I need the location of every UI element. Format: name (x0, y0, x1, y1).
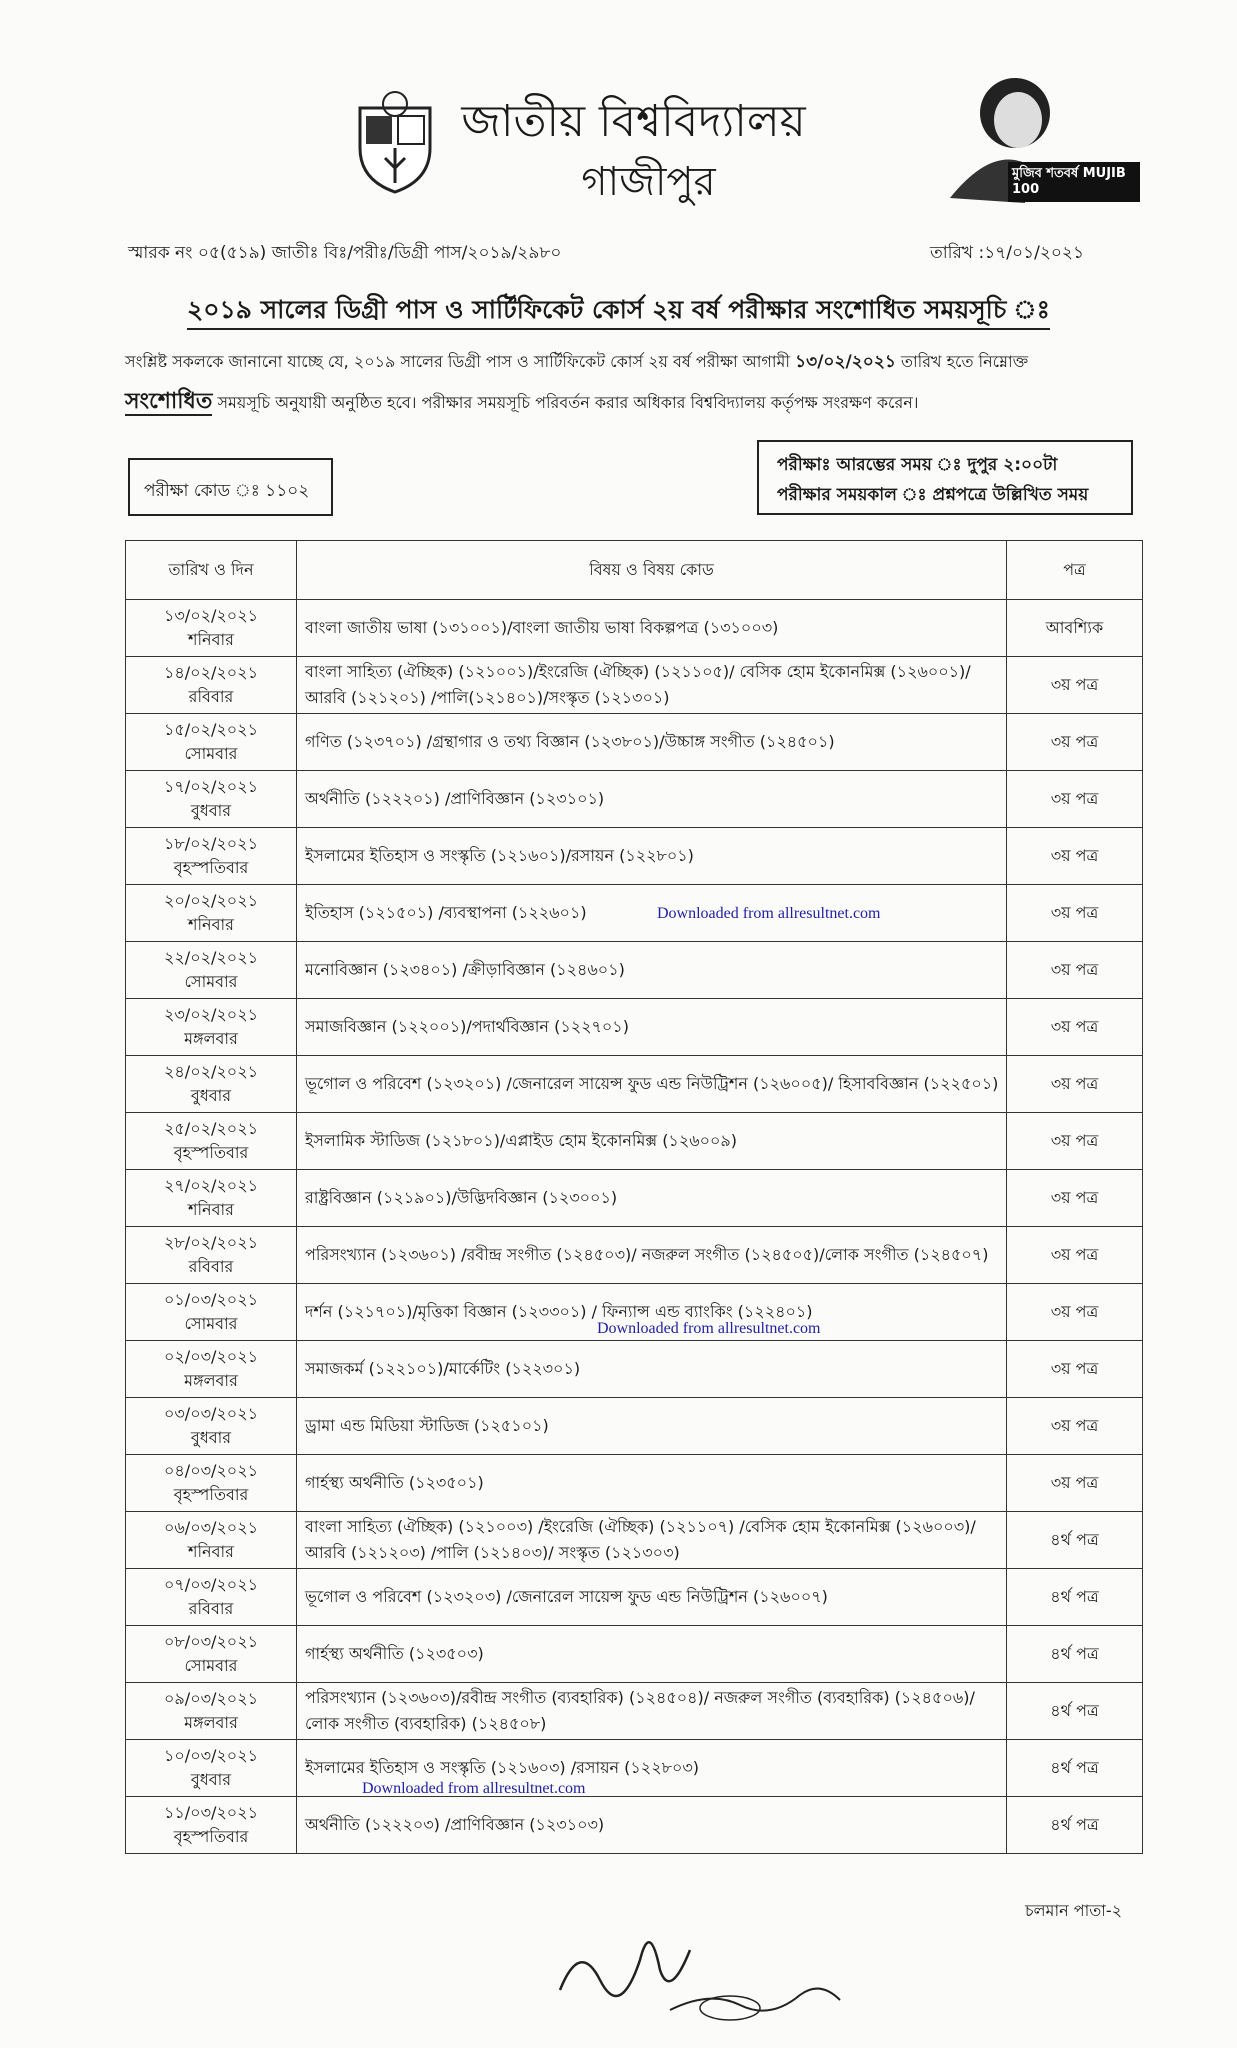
exam-date: ১০/০৩/২০২১ (164, 1746, 258, 1765)
exam-day: শনিবার (188, 1542, 234, 1561)
date-cell (126, 885, 297, 942)
table-row (126, 1170, 1143, 1227)
subject-cell: বাংলা সাহিত্য (ঐচ্ছিক) (১২১০০৩) /ইংরেজি (ঐচ্ছিক) (১২১১০৭) /বেসিক হোম ইকোনমিক্স (১২৬০০৩)/ আরবি (১২১২০৩) /পালি (১২১৪০৩)/ সংস্কৃত (১২১৩০৩) (297, 1512, 1007, 1569)
exam-start-time: পরীক্ষাঃ আরম্ভের সময় ঃ দুপুর ২:০০টা (777, 455, 1058, 475)
paper-cell: ৩য় পত্র (1007, 999, 1143, 1056)
paper-cell: ৪র্থ পত্র (1007, 1740, 1143, 1797)
subject-cell: ভূগোল ও পরিবেশ (১২৩২০৩) /জেনারেল সায়েন্স ফুড এন্ড নিউট্রিশন (১২৬০০৭) (297, 1569, 1007, 1626)
table-row (126, 1683, 1143, 1740)
memo-number: স্মারক নং ০৫(৫১৯) জাতীঃ বিঃ/পরীঃ/ডিগ্রী পাস/২০১৯/২৯৮০ (128, 243, 562, 263)
table-row (126, 600, 1143, 657)
paper-cell: ৩য় পত্র (1007, 942, 1143, 999)
mujib-100-logo (950, 68, 1140, 203)
exam-date: ২৮/০২/২০২১ (164, 1233, 258, 1252)
exam-schedule-table (125, 540, 1143, 1854)
date-cell (126, 1284, 297, 1341)
subject-cell: সমাজকর্ম (১২২১০১)/মার্কেটিং (১২২৩০১) (297, 1341, 1007, 1398)
paper-cell: ৩য় পত্র (1007, 1398, 1143, 1455)
subject-cell: সমাজবিজ্ঞান (১২২০০১)/পদার্থবিজ্ঞান (১২২৭০১) (297, 999, 1007, 1056)
subject-cell: পরিসংখ্যান (১২৩৬০৩)/রবীন্দ্র সংগীত (ব্যবহারিক) (১২৪৫০৪)/ নজরুল সংগীত (ব্যবহারিক) (১২৪৫০৬)/লোক সংগীত (ব্যবহারিক) (১২৪৫০৮) (297, 1683, 1007, 1740)
exam-day: বুধবার (190, 1086, 232, 1105)
subject-cell: গণিত (১২৩৭০১) /গ্রন্থাগার ও তথ্য বিজ্ঞান (১২৩৮০১)/উচ্চাঙ্গ সংগীত (১২৪৫০১) (297, 714, 1007, 771)
date-cell (126, 1455, 297, 1512)
heading-text: ২০১৯ সালের ডিগ্রী পাস ও সার্টিফিকেট কোর্স ২য় বর্ষ পরীক্ষার সংশোধিত সময়সূচি ঃ (187, 295, 1050, 330)
memo-date: তারিখ :১৭/০১/২০২১ (930, 243, 1085, 263)
exam-day: বুধবার (190, 1428, 232, 1447)
exam-date: ২৭/০২/২০২১ (164, 1176, 258, 1195)
page-title (0, 290, 1237, 333)
subject-cell: অর্থনীতি (১২২২০৩) /প্রাণিবিজ্ঞান (১২৩১০৩) (297, 1797, 1007, 1854)
table-row (126, 657, 1143, 714)
exam-day: বৃহস্পতিবার (173, 1827, 249, 1846)
exam-day: শনিবার (188, 915, 234, 934)
date-cell (126, 1227, 297, 1284)
intro-text-1: সংশ্লিষ্ট সকলকে জানানো যাচ্ছে যে, ২০১৯ সালের ডিগ্রী পাস ও সার্টিফিকেট কোর্স ২য় বর্ষ পরীক্ষা আগামী (125, 352, 796, 371)
exam-duration: পরীক্ষার সময়কাল ঃ প্রশ্নপত্রে উল্লিখিত সময় (777, 485, 1089, 505)
paper-cell: ৩য় পত্র (1007, 1227, 1143, 1284)
exam-day: বৃহস্পতিবার (173, 1485, 249, 1504)
exam-date: ১৫/০২/২০২১ (164, 720, 258, 739)
date-cell (126, 942, 297, 999)
exam-day: সোমবার (184, 972, 238, 991)
paper-cell: ৩য় পত্র (1007, 657, 1143, 714)
table-row (126, 1284, 1143, 1341)
paper-cell: ৪র্থ পত্র (1007, 1569, 1143, 1626)
exam-date: ০৪/০৩/২০২১ (164, 1461, 258, 1480)
subject-cell: গার্হস্থ্য অর্থনীতি (১২৩৫০৩) (297, 1626, 1007, 1683)
exam-date: ২৫/০২/২০২১ (164, 1119, 258, 1138)
date-cell (126, 1569, 297, 1626)
exam-date: ১৩/০২/২০২১ (164, 606, 258, 625)
exam-day: রবিবার (188, 687, 234, 706)
table-row (126, 1398, 1143, 1455)
date-cell (126, 1512, 297, 1569)
subject-cell: ইসলামিক স্টাডিজ (১২১৮০১)/এপ্লাইড হোম ইকোনমিক্স (১২৬০০৯) (297, 1113, 1007, 1170)
table-row (126, 1341, 1143, 1398)
exam-code-box: পরীক্ষা কোড ঃ ১১০২ (128, 458, 333, 516)
header-subject: বিষয় ও বিষয় কোড (297, 541, 1007, 600)
subject-cell: ইসলামের ইতিহাস ও সংস্কৃতি (১২১৬০৩) /রসায়ন (১২২৮০৩) Downloaded from allresultnet.com (297, 1740, 1007, 1797)
exam-date: ১১/০৩/২০২১ (164, 1803, 258, 1822)
paper-cell: ৩য় পত্র (1007, 1455, 1143, 1512)
continued-note: চলমান পাতা-২ (1025, 1901, 1123, 1920)
paper-cell: ৪র্থ পত্র (1007, 1626, 1143, 1683)
exam-day: বৃহস্পতিবার (173, 1143, 249, 1162)
paper-cell: ৪র্থ পত্র (1007, 1512, 1143, 1569)
exam-day: রবিবার (188, 1257, 234, 1276)
exam-date: ১৮/০২/২০২১ (164, 834, 258, 853)
subject-cell: বাংলা জাতীয় ভাষা (১৩১০০১)/বাংলা জাতীয় ভাষা বিকল্পপত্র (১৩১০০৩) (297, 600, 1007, 657)
table-row (126, 1626, 1143, 1683)
table-row (126, 1056, 1143, 1113)
exam-day: রবিবার (188, 1599, 234, 1618)
subject-cell: পরিসংখ্যান (১২৩৬০১) /রবীন্দ্র সংগীত (১২৪৫০৩)/ নজরুল সংগীত (১২৪৫০৫)/লোক সংগীত (১২৪৫০৭) (297, 1227, 1007, 1284)
date-cell (126, 1113, 297, 1170)
date-cell (126, 771, 297, 828)
date-cell (126, 1797, 297, 1854)
header-date: তারিখ ও দিন (126, 541, 297, 600)
date-cell (126, 657, 297, 714)
exam-day: বৃহস্পতিবার (173, 858, 249, 877)
date-cell (126, 1398, 297, 1455)
table-row (126, 885, 1143, 942)
date-cell (126, 1626, 297, 1683)
table-row (126, 1740, 1143, 1797)
exam-day: শনিবার (188, 630, 234, 649)
signature (540, 1900, 870, 2030)
paper-cell: ৩য় পত্র (1007, 885, 1143, 942)
paper-cell: আবশ্যিক (1007, 600, 1143, 657)
subject-cell: গার্হস্থ্য অর্থনীতি (১২৩৫০১) (297, 1455, 1007, 1512)
date-cell (126, 1740, 297, 1797)
date-cell (126, 1056, 297, 1113)
exam-day: শনিবার (188, 1200, 234, 1219)
table-row (126, 942, 1143, 999)
subject-cell: ইসলামের ইতিহাস ও সংস্কৃতি (১২১৬০১)/রসায়ন (১২২৮০১) (297, 828, 1007, 885)
watermark-text: Downloaded from allresultnet.com (657, 905, 881, 922)
watermark-text: Downloaded from allresultnet.com (597, 1320, 821, 1337)
exam-date: ০৯/০৩/২০২১ (164, 1689, 258, 1708)
mujib-logo-text: মুজিব শতবর্ষ MUJIB 100 (1012, 166, 1126, 197)
table-header-row (126, 541, 1143, 600)
paper-cell: ৩য় পত্র (1007, 1284, 1143, 1341)
table-row (126, 1797, 1143, 1854)
university-name: জাতীয় বিশ্ববিদ্যালয় (461, 96, 806, 147)
subject-cell: ভূগোল ও পরিবেশ (১২৩২০১) /জেনারেল সায়েন্স ফুড এন্ড নিউট্রিশন (১২৬০০৫)/ হিসাববিজ্ঞান (১২২৫০১) (297, 1056, 1007, 1113)
intro-text-3: সময়সূচি অনুযায়ী অনুষ্ঠিত হবে। পরীক্ষার সময়সূচি পরিবর্তন করার অধিকার বিশ্ববিদ্যালয় কর্তৃপক্ষ সংরক্ষণ করেন। (212, 393, 919, 412)
date-cell (126, 999, 297, 1056)
subject-cell: দর্শন (১২১৭০১)/মৃত্তিকা বিজ্ঞান (১২৩৩০১) / ফিন্যান্স এন্ড ব্যাংকিং (১২২৪০১) Downloaded from allresultnet.com (297, 1284, 1007, 1341)
subject-cell: বাংলা সাহিত্য (ঐচ্ছিক) (১২১০০১)/ইংরেজি (ঐচ্ছিক) (১২১১০৫)/ বেসিক হোম ইকোনমিক্স (১২৬০০১)/ আরবি (১২১২০১) /পালি(১২১৪০১)/সংস্কৃত (১২১৩০১) (297, 657, 1007, 714)
intro-emphasis: সংশোধিত (125, 389, 213, 414)
exam-date: ০৭/০৩/২০২১ (164, 1575, 258, 1594)
subject-cell: ইতিহাস (১২১৫০১) /ব্যবস্থাপনা (১২২৬০১) Downloaded from allresultnet.com (297, 885, 1007, 942)
exam-date: ০২/০৩/২০২১ (164, 1347, 258, 1366)
table-row (126, 1455, 1143, 1512)
exam-date: ১৭/০২/২০২১ (164, 777, 258, 796)
intro-text-2: তারিখ হতে নিম্নোক্ত (895, 352, 1029, 371)
intro-paragraph (125, 342, 1145, 423)
exam-day: সোমবার (184, 1314, 238, 1333)
exam-date: ০১/০৩/২০২১ (164, 1290, 258, 1309)
table-row (126, 1512, 1143, 1569)
exam-date: ০৬/০৩/২০২১ (164, 1518, 258, 1537)
table-row (126, 828, 1143, 885)
exam-day: মঙ্গলবার (184, 1029, 238, 1048)
date-cell (126, 714, 297, 771)
date-cell (126, 600, 297, 657)
exam-date: ২২/০২/২০২১ (164, 948, 258, 967)
exam-date: ২৩/০২/২০২১ (164, 1005, 258, 1024)
exam-date: ০৮/০৩/২০২১ (164, 1632, 258, 1651)
subject-cell: মনোবিজ্ঞান (১২৩৪০১) /ক্রীড়াবিজ্ঞান (১২৪৬০১) (297, 942, 1007, 999)
table-row (126, 714, 1143, 771)
paper-cell: ৩য় পত্র (1007, 1170, 1143, 1227)
paper-cell: ৩য় পত্র (1007, 771, 1143, 828)
paper-cell: ৩য় পত্র (1007, 1341, 1143, 1398)
exam-date: ০৩/০৩/২০২১ (164, 1404, 258, 1423)
exam-day: বুধবার (190, 1770, 232, 1789)
date-cell (126, 1170, 297, 1227)
subject-cell: অর্থনীতি (১২২২০১) /প্রাণিবিজ্ঞান (১২৩১০১) (297, 771, 1007, 828)
subject-cell: রাষ্ট্রবিজ্ঞান (১২১৯০১)/উদ্ভিদবিজ্ঞান (১২৩০০১) (297, 1170, 1007, 1227)
exam-day: সোমবার (184, 1656, 238, 1675)
date-cell (126, 828, 297, 885)
date-cell (126, 1341, 297, 1398)
intro-start-date: ১৩/০২/২০২১ (795, 352, 896, 372)
table-row (126, 1569, 1143, 1626)
exam-day: মঙ্গলবার (184, 1713, 238, 1732)
university-city: গাজীপুর (581, 159, 716, 205)
table-row (126, 999, 1143, 1056)
exam-date: ২৪/০২/২০২১ (164, 1062, 258, 1081)
exam-date: ২০/০২/২০২১ (164, 891, 258, 910)
exam-day: বুধবার (190, 801, 232, 820)
table-row (126, 1113, 1143, 1170)
paper-cell: ৩য় পত্র (1007, 828, 1143, 885)
subject-cell: ড্রামা এন্ড মিডিয়া স্টাডিজ (১২৫১০১) (297, 1398, 1007, 1455)
watermark-text: Downloaded from allresultnet.com (362, 1780, 586, 1797)
header-paper: পত্র (1007, 541, 1143, 600)
date-cell (126, 1683, 297, 1740)
paper-cell: ৪র্থ পত্র (1007, 1683, 1143, 1740)
paper-cell: ৪র্থ পত্র (1007, 1797, 1143, 1854)
exam-day: সোমবার (184, 744, 238, 763)
table-row (126, 771, 1143, 828)
exam-date: ১৪/০২/২০২১ (164, 663, 258, 682)
table-row (126, 1227, 1143, 1284)
exam-day: মঙ্গলবার (184, 1371, 238, 1390)
paper-cell: ৩য় পত্র (1007, 714, 1143, 771)
exam-time-box (757, 440, 1133, 515)
paper-cell: ৩য় পত্র (1007, 1113, 1143, 1170)
paper-cell: ৩য় পত্র (1007, 1056, 1143, 1113)
